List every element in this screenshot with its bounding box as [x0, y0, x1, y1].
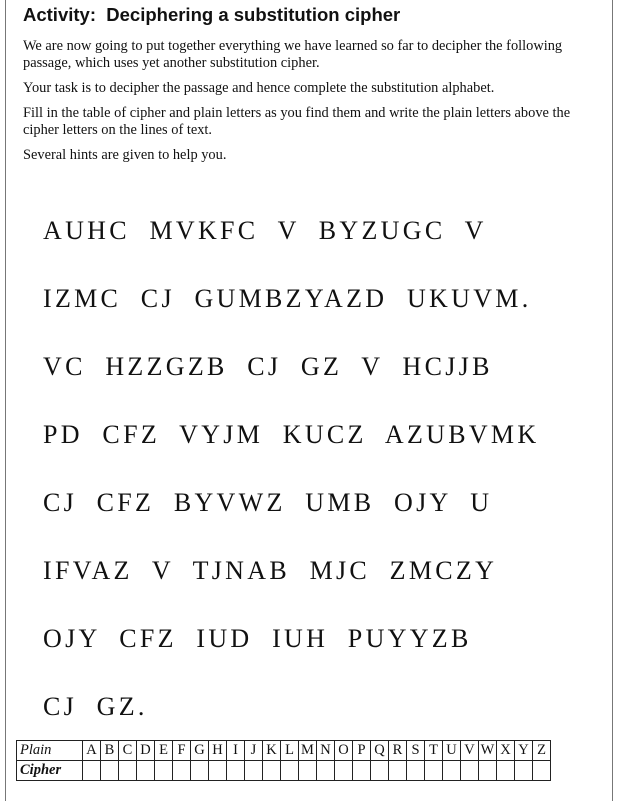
cipher-label: Cipher — [17, 761, 83, 781]
cipher-input-cell[interactable] — [515, 761, 533, 781]
cipher-input-cell[interactable] — [83, 761, 101, 781]
cipher-input-cell[interactable] — [461, 761, 479, 781]
cipher-input-cell[interactable] — [479, 761, 497, 781]
plain-letter-cell: D — [137, 741, 155, 761]
substitution-table — [16, 740, 551, 781]
plain-letter-cell: F — [173, 741, 191, 761]
cipher-input-cell[interactable] — [137, 761, 155, 781]
plain-letter-cell: Z — [533, 741, 551, 761]
instruction-paragraph: Fill in the table of cipher and plain letters as you find them and write the plain letters above the cipher letters on the lines of text. — [23, 105, 571, 138]
cipher-input-cell[interactable] — [317, 761, 335, 781]
cipher-input-cell[interactable] — [191, 761, 209, 781]
plain-letter-cell: R — [389, 741, 407, 761]
plain-letter-cell: C — [119, 741, 137, 761]
plain-letter-cell: Q — [371, 741, 389, 761]
ciphertext-passage — [43, 214, 603, 758]
cipher-line: OJY CFZ IUD IUH PUYYZB — [43, 624, 472, 653]
plain-letter-cell: N — [317, 741, 335, 761]
plain-letter-cell: H — [209, 741, 227, 761]
plain-letter-cell: T — [425, 741, 443, 761]
cipher-input-cell[interactable] — [119, 761, 137, 781]
cipher-input-cell[interactable] — [497, 761, 515, 781]
cipher-input-cell[interactable] — [281, 761, 299, 781]
plain-letter-cell: B — [101, 741, 119, 761]
instruction-paragraph: Your task is to decipher the passage and hence complete the substitution alphabet. — [23, 80, 495, 96]
plain-label: Plain — [17, 741, 83, 761]
cipher-line: CJ CFZ BYVWZ UMB OJY U — [43, 488, 493, 517]
cipher-input-cell[interactable] — [389, 761, 407, 781]
cipher-input-cell[interactable] — [407, 761, 425, 781]
cipher-line: VC HZZGZB CJ GZ V HCJJB — [43, 352, 493, 381]
instruction-paragraph: Several hints are given to help you. — [23, 147, 227, 163]
cipher-input-cell[interactable] — [533, 761, 551, 781]
cipher-row — [17, 761, 551, 781]
plain-letter-cell: X — [497, 741, 515, 761]
cipher-line: CJ GZ. — [43, 692, 148, 721]
plain-letter-cell: U — [443, 741, 461, 761]
instructions — [23, 38, 583, 172]
plain-letter-cell: Y — [515, 741, 533, 761]
worksheet-page — [5, 0, 613, 801]
plain-letter-cell: V — [461, 741, 479, 761]
cipher-input-cell[interactable] — [101, 761, 119, 781]
cipher-input-cell[interactable] — [335, 761, 353, 781]
plain-letter-cell: O — [335, 741, 353, 761]
cipher-input-cell[interactable] — [371, 761, 389, 781]
cipher-input-cell[interactable] — [299, 761, 317, 781]
plain-letter-cell: S — [407, 741, 425, 761]
cipher-input-cell[interactable] — [353, 761, 371, 781]
cipher-line: IZMC CJ GUMBZYAZD UKUVM. — [43, 284, 532, 313]
plain-letter-cell: I — [227, 741, 245, 761]
plain-letter-cell: M — [299, 741, 317, 761]
plain-letter-cell: L — [281, 741, 299, 761]
page-title: Activity: Deciphering a substitution cipher — [23, 4, 401, 25]
cipher-input-cell[interactable] — [263, 761, 281, 781]
cipher-input-cell[interactable] — [227, 761, 245, 781]
cipher-input-cell[interactable] — [245, 761, 263, 781]
cipher-line: IFVAZ V TJNAB MJC ZMCZY — [43, 556, 498, 585]
plain-letter-cell: K — [263, 741, 281, 761]
plain-letter-cell: W — [479, 741, 497, 761]
cipher-input-cell[interactable] — [425, 761, 443, 781]
cipher-line: AUHC MVKFC V BYZUGC V — [43, 216, 487, 245]
plain-letter-cell: P — [353, 741, 371, 761]
plain-letter-cell: G — [191, 741, 209, 761]
cipher-input-cell[interactable] — [209, 761, 227, 781]
cipher-input-cell[interactable] — [155, 761, 173, 781]
cipher-input-cell[interactable] — [443, 761, 461, 781]
plain-letter-cell: A — [83, 741, 101, 761]
plain-letter-cell: E — [155, 741, 173, 761]
plain-row — [17, 741, 551, 761]
cipher-line: PD CFZ VYJM KUCZ AZUBVMK — [43, 420, 540, 449]
instruction-paragraph: We are now going to put together everything we have learned so far to decipher the following passage, which uses yet another substitution cipher. — [23, 38, 563, 71]
cipher-input-cell[interactable] — [173, 761, 191, 781]
plain-letter-cell: J — [245, 741, 263, 761]
